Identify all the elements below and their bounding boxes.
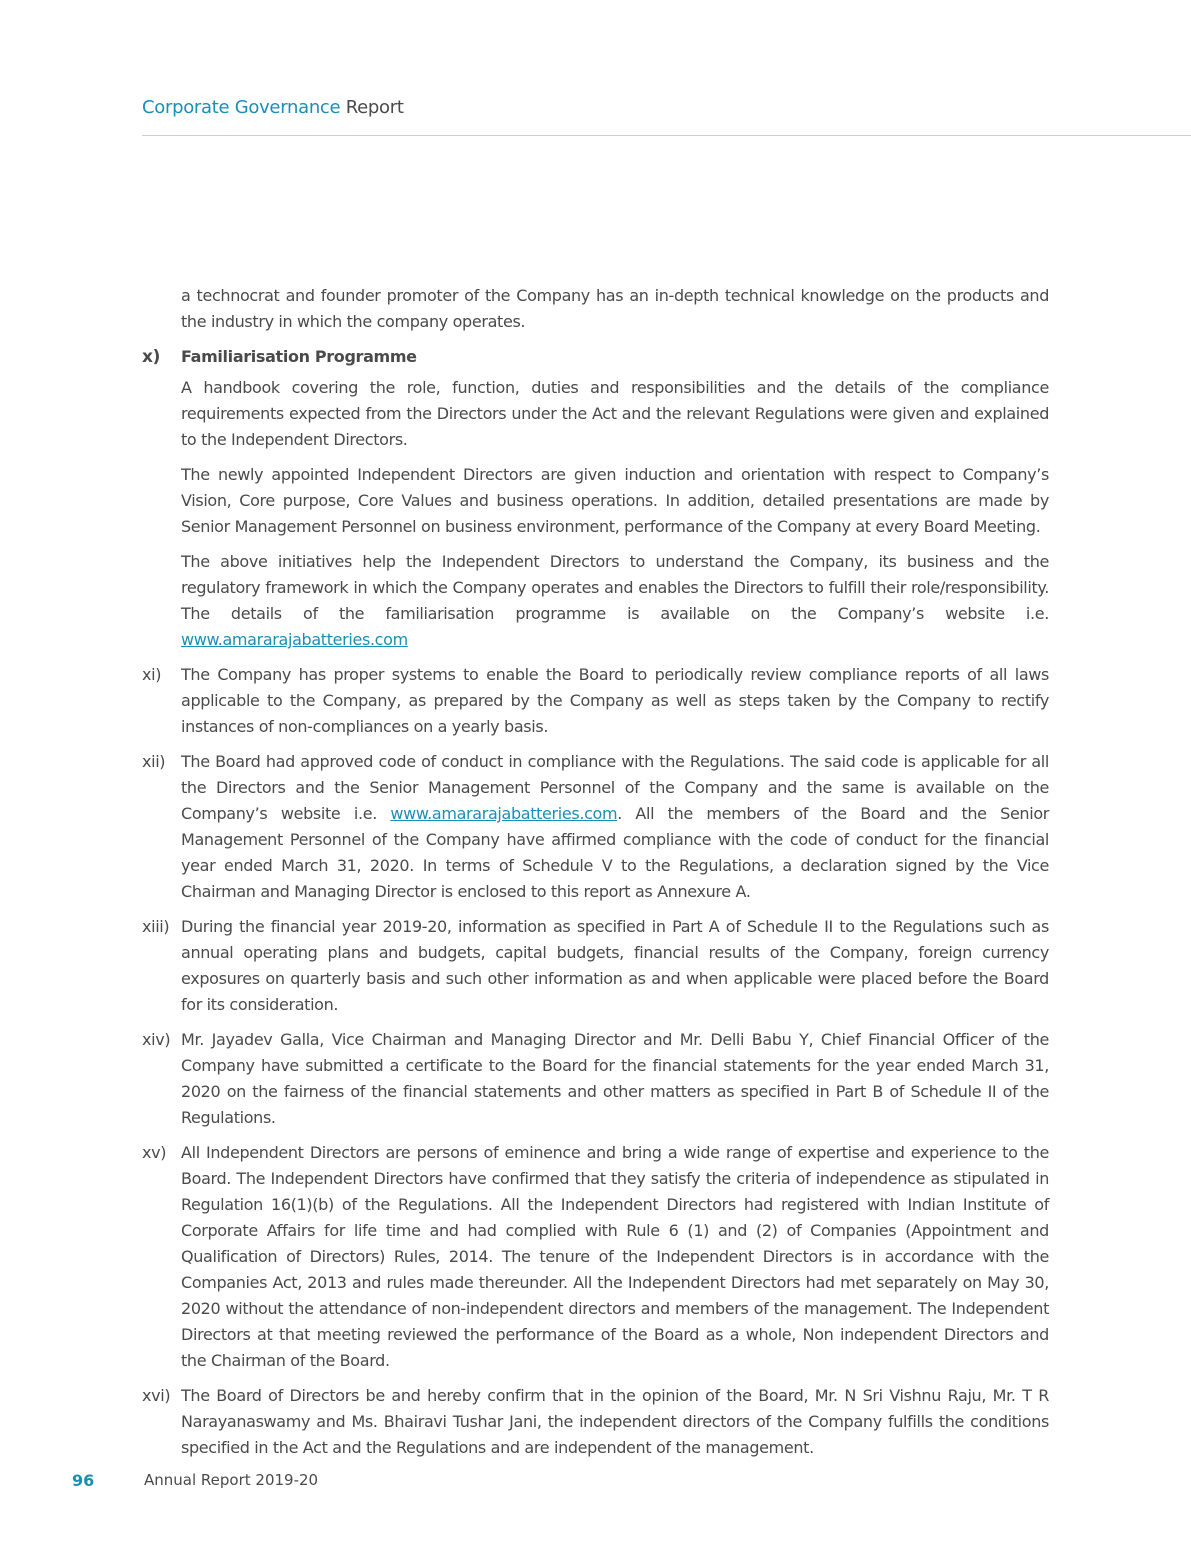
list-item-x-heading bbox=[142, 344, 1049, 370]
website-link[interactable]: www.amararajabatteries.com bbox=[181, 630, 408, 649]
header-title-rest: Report bbox=[345, 97, 404, 118]
item-number: xiii) bbox=[142, 917, 170, 936]
main-content bbox=[142, 283, 1049, 1470]
section-heading: Familiarisation Programme bbox=[181, 347, 417, 366]
item-number: xiv) bbox=[142, 1030, 171, 1049]
intro-paragraph: a technocrat and founder promoter of the Company has an in-depth technical knowledge on the products and the industry in which the company operates. bbox=[181, 286, 1049, 331]
item-text: Mr. Jayadev Galla, Vice Chairman and Managing Director and Mr. Delli Babu Y, Chief Financial Officer of the Company have submitted a certificate to the Board for the financial statements for the year ended March 31, 2020 on the fairness of the financial statements and other matters as specified in Part B of Schedule II of the Regulations. bbox=[181, 1030, 1049, 1127]
list-item-xiii bbox=[142, 914, 1049, 1018]
list-item-xiv bbox=[142, 1027, 1049, 1131]
item-text: The Company has proper systems to enable the Board to periodically review compliance reports of all laws applicable to the Company, as prepared by the Company as well as steps taken by the Company to rectify instances of non-compliances on a yearly basis. bbox=[181, 665, 1049, 736]
item-text bbox=[181, 749, 1049, 905]
website-link[interactable]: www.amararajabatteries.com bbox=[390, 804, 618, 823]
item-number: xii) bbox=[142, 752, 166, 771]
familiarisation-paragraph-3 bbox=[181, 549, 1049, 653]
item-text: During the financial year 2019-20, information as specified in Part A of Schedule II to the Regulations such as annual operating plans and budgets, capital budgets, financial results of the Company, foreign currency exposures on quarterly basis and such other information as and when applicable were placed before the Board for its consideration. bbox=[181, 917, 1049, 1014]
item-number: xi) bbox=[142, 665, 162, 684]
header-divider bbox=[142, 135, 1191, 136]
list-item-xv bbox=[142, 1140, 1049, 1374]
item-text-after-link: . All the members of the Board and the Senior Management Personnel of the Company have affirmed compliance with the code of conduct for the financial year ended March 31, 2020. In terms of Schedule V to the Regulations, a declaration signed by the Vice Chairman and Managing Director is enclosed to this report as Annexure A. bbox=[181, 804, 1049, 901]
item-number: xvi) bbox=[142, 1386, 171, 1405]
item-number: x) bbox=[142, 347, 161, 367]
familiarisation-paragraph-1: A handbook covering the role, function, duties and responsibilities and the details of the compliance requirements expected from the Directors under the Act and the relevant Regulations were given and explained to the Independent Directors. bbox=[181, 378, 1049, 449]
familiarisation-paragraph-2: The newly appointed Independent Directors are given induction and orientation with respect to Company’s Vision, Core purpose, Core Values and business operations. In addition, detailed presentations are made by Senior Management Personnel on business environment, performance of the Company at every Board Meeting. bbox=[181, 465, 1049, 536]
page-header-title bbox=[142, 97, 404, 118]
footer-report-title: Annual Report 2019-20 bbox=[144, 1471, 319, 1489]
item-text: The Board of Directors be and hereby confirm that in the opinion of the Board, Mr. N Sri Vishnu Raju, Mr. T R Narayanaswamy and Ms. Bhairavi Tushar Jani, the independent directors of the Company fulfills the conditions specified in the Act and the Regulations and are independent of the management. bbox=[181, 1386, 1049, 1457]
list-item-xii bbox=[142, 749, 1049, 905]
list-item-xi bbox=[142, 662, 1049, 740]
page-number: 96 bbox=[72, 1471, 95, 1490]
item-number: xv) bbox=[142, 1143, 167, 1162]
familiarisation-paragraph-3-text: The above initiatives help the Independent Directors to understand the Company, its business and the regulatory framework in which the Company operates and enables the Directors to fulfill their role/responsibility. The details of the familiarisation programme is available on the Company’s website i.e. bbox=[181, 552, 1049, 623]
item-text: All Independent Directors are persons of eminence and bring a wide range of expertise and experience to the Board. The Independent Directors have confirmed that they satisfy the criteria of independence as stipulated in Regulation 16(1)(b) of the Regulations. All the Independent Directors had registered with Indian Institute of Corporate Affairs for life time and had complied with Rule 6 (1) and (2) of Companies (Appointment and Qualification of Directors) Rules, 2014. The tenure of the Independent Directors is in accordance with the Companies Act, 2013 and rules made thereunder. All the Independent Directors had met separately on May 30, 2020 without the attendance of non-independent directors and members of the management. The Independent Directors at that meeting reviewed the performance of the Board as a whole, Non independent Directors and the Chairman of the Board. bbox=[181, 1143, 1049, 1370]
item-text-before-link: The Board had approved code of conduct in compliance with the Regulations. The said code is applicable for all the Directors and the Senior Management Personnel of the Company and the same is available on the Company’s website i.e. bbox=[181, 752, 1049, 823]
header-title-accent: Corporate Governance bbox=[142, 97, 341, 118]
list-item-xvi bbox=[142, 1383, 1049, 1461]
